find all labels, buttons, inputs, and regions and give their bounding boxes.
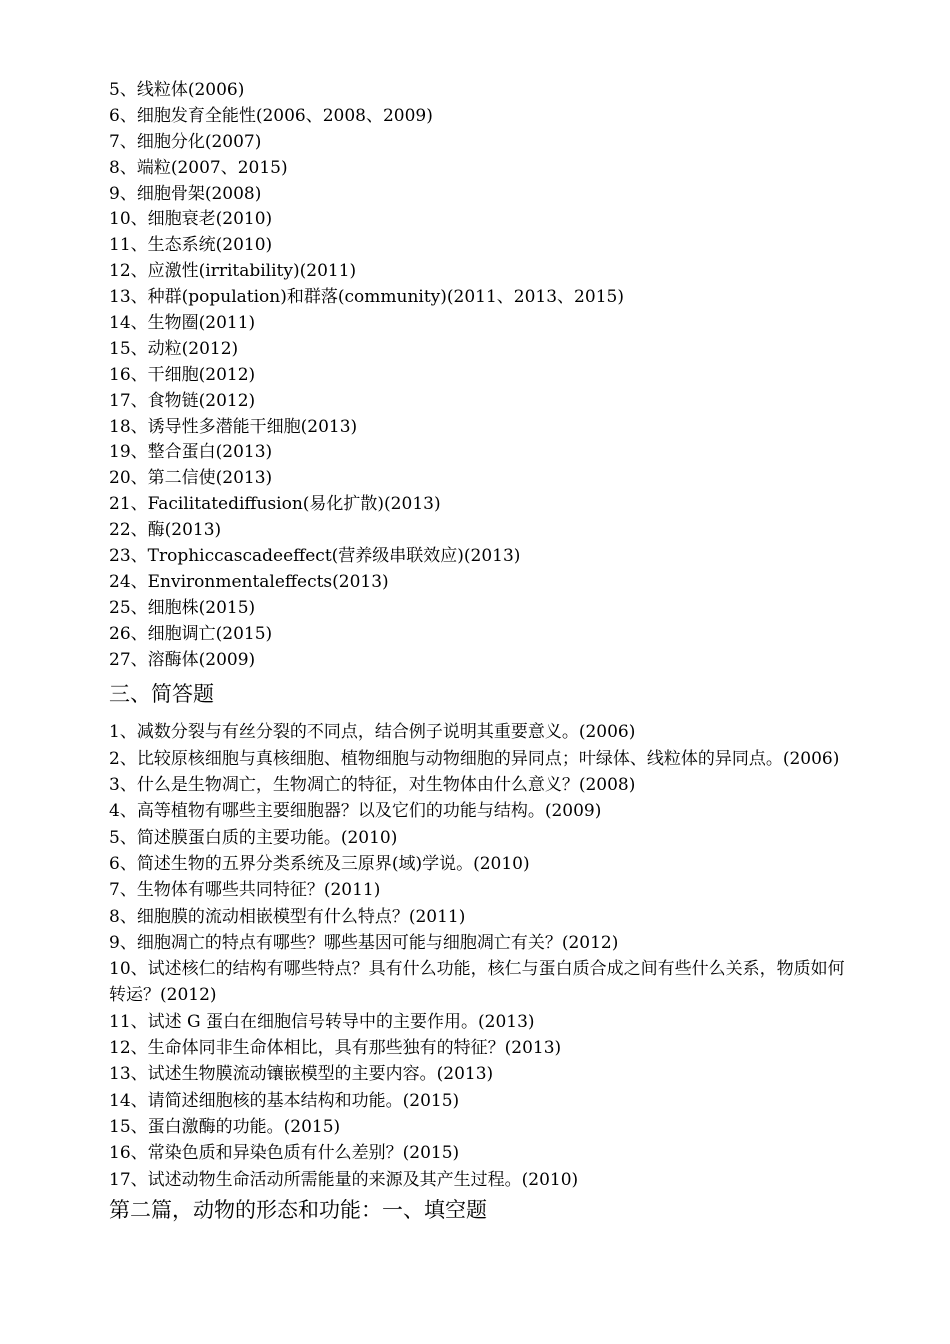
term-list bbox=[109, 78, 859, 673]
list-item: 14、生物圈(2011) bbox=[109, 313, 256, 334]
list-item: 10、试述核仁的结构有哪些特点？具有什么功能，核仁与蛋白质合成之间有些什么关系，物质如何转运？(2012) bbox=[109, 959, 845, 1006]
list-item: 11、试述 G 蛋白在细胞信号转导中的主要作用。(2013) bbox=[109, 1011, 535, 1032]
list-item: 1、减数分裂与有丝分裂的不同点，结合例子说明其重要意义。(2006) bbox=[109, 722, 636, 743]
list-item: 26、细胞调亡(2015) bbox=[109, 623, 273, 644]
list-item: 9、细胞骨架(2008) bbox=[109, 183, 262, 204]
list-item: 15、动粒(2012) bbox=[109, 338, 239, 359]
list-item: 4、高等植物有哪些主要细胞器？以及它们的功能与结构。(2009) bbox=[109, 801, 602, 822]
list-item: 9、细胞凋亡的特点有哪些？哪些基因可能与细胞凋亡有关？(2012) bbox=[109, 932, 619, 953]
list-item: 18、诱导性多潜能干细胞(2013) bbox=[109, 416, 358, 437]
list-item: 17、食物链(2012) bbox=[109, 390, 256, 411]
list-item: 25、细胞株(2015) bbox=[109, 597, 256, 618]
list-item: 14、请简述细胞核的基本结构和功能。(2015) bbox=[109, 1090, 460, 1111]
list-item: 6、简述生物的五界分类系统及三原界(域)学说。(2010) bbox=[109, 853, 530, 874]
list-item: 16、常染色质和异染色质有什么差别？(2015) bbox=[109, 1143, 460, 1164]
question-list bbox=[109, 719, 859, 1192]
list-item: 5、简述膜蛋白质的主要功能。(2010) bbox=[109, 827, 398, 848]
list-item: 15、蛋白激酶的功能。(2015) bbox=[109, 1116, 341, 1137]
list-item: 13、试述生物膜流动镶嵌模型的主要内容。(2013) bbox=[109, 1064, 494, 1085]
list-item: 3、什么是生物凋亡，生物凋亡的特征，对生物体由什么意义？(2008) bbox=[109, 775, 636, 796]
list-item: 23、Trophiccascadeeffect(营养级串联效应)(2013) bbox=[109, 546, 521, 567]
list-item: 5、线粒体(2006) bbox=[109, 80, 245, 100]
list-item: 8、端粒(2007、2015) bbox=[109, 157, 288, 178]
list-item: 27、溶酶体(2009) bbox=[109, 649, 256, 670]
list-item: 7、生物体有哪些共同特征？(2011) bbox=[109, 880, 381, 901]
list-item: 24、Environmentaleffects(2013) bbox=[109, 571, 389, 592]
list-item: 2、比较原核细胞与真核细胞、植物细胞与动物细胞的异同点；叶绿体、线粒体的异同点。(2006) bbox=[109, 748, 840, 769]
list-item: 20、第二信使(2013) bbox=[109, 468, 273, 489]
list-item: 16、干细胞(2012) bbox=[109, 364, 256, 385]
list-item: 8、细胞膜的流动相嵌模型有什么特点？(2011) bbox=[109, 906, 466, 927]
section-heading-part-two: 第二篇，动物的形态和功能：一、填空题 bbox=[109, 1197, 487, 1222]
list-item: 6、细胞发育全能性(2006、2008、2009) bbox=[109, 105, 433, 126]
list-item: 13、种群(population)和群落(community)(2011、2013、2015) bbox=[109, 287, 624, 308]
document-page bbox=[109, 78, 859, 1225]
section-heading-short-answer: 三、简答题 bbox=[109, 682, 214, 707]
list-item: 10、细胞衰老(2010) bbox=[109, 209, 273, 230]
list-item: 7、细胞分化(2007) bbox=[109, 131, 262, 152]
list-item: 22、酶(2013) bbox=[109, 520, 222, 541]
list-item: 12、生命体同非生命体相比，具有那些独有的特征？(2013) bbox=[109, 1038, 562, 1059]
list-item: 17、试述动物生命活动所需能量的来源及其产生过程。(2010) bbox=[109, 1169, 579, 1190]
list-item: 21、Facilitatediffusion(易化扩散)(2013) bbox=[109, 494, 441, 515]
list-item: 19、整合蛋白(2013) bbox=[109, 442, 273, 463]
list-item: 12、应激性(irritability)(2011) bbox=[109, 261, 357, 282]
list-item: 11、生态系统(2010) bbox=[109, 235, 273, 256]
